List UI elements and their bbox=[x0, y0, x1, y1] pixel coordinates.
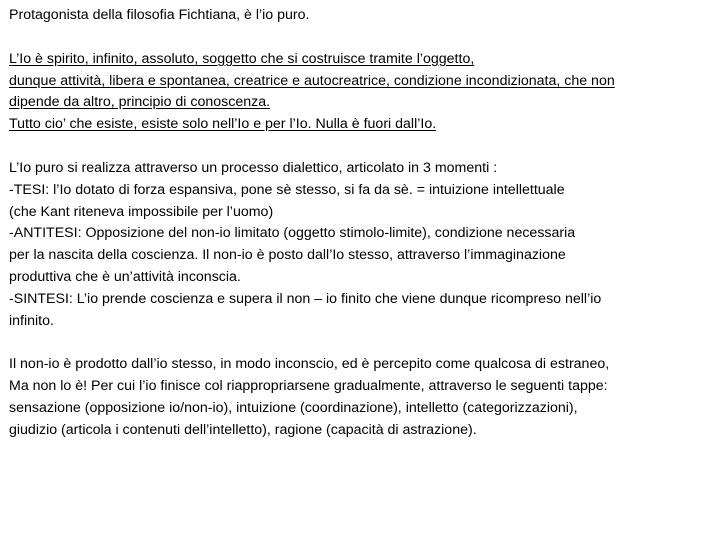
dialectic-paragraph bbox=[9, 158, 717, 332]
document-title: Protagonista della filosofia Fichtiana, è l’io puro. bbox=[9, 7, 310, 23]
conclusion-line: giudizio (articola i contenuti dell’intelletto), ragione (capacità di astrazione). bbox=[9, 421, 477, 438]
definition-line: dunque attività, libera e spontanea, creatrice e autocreatrice, condizione incondizionata, che non bbox=[9, 72, 615, 89]
definition-paragraph bbox=[9, 49, 717, 136]
definition-line: dipende da altro, principio di conoscenza. bbox=[9, 94, 271, 111]
conclusion-paragraph bbox=[9, 354, 717, 441]
dialectic-line: (che Kant riteneva impossibile per l’uomo) bbox=[9, 203, 274, 220]
conclusion-line: sensazione (opposizione io/non-io), intuizione (coordinazione), intelletto (categorizzazioni), bbox=[9, 399, 578, 416]
spacer bbox=[9, 136, 717, 158]
spacer bbox=[9, 27, 717, 49]
conclusion-line: Il non-io è prodotto dall’io stesso, in modo inconscio, ed è percepito come qualcosa di estraneo, bbox=[9, 356, 610, 373]
dialectic-line: per la nascita della coscienza. Il non-io è posto dall’Io stesso, attraverso l’immaginazione bbox=[9, 247, 566, 264]
dialectic-line: -ANTITESI: Opposizione del non-io limitato (oggetto stimolo-limite), condizione necessaria bbox=[9, 225, 576, 242]
document-page bbox=[9, 5, 717, 442]
dialectic-line: produttiva che è un’attività inconscia. bbox=[9, 268, 241, 285]
spacer bbox=[9, 332, 717, 354]
dialectic-line: -SINTESI: L’io prende coscienza e supera il non – io finito che viene dunque ricompreso nell’io bbox=[9, 290, 602, 307]
conclusion-line: Ma non lo è! Per cui l’io finisce col riappropriarsene gradualmente, attraverso le seguenti tappe: bbox=[9, 378, 608, 395]
dialectic-line: -TESI: l’Io dotato di forza espansiva, pone sè stesso, si fa da sè. = intuizione intellettuale bbox=[9, 181, 565, 198]
dialectic-line: L’Io puro si realizza attraverso un processo dialettico, articolato in 3 momenti : bbox=[9, 159, 498, 176]
definition-line: Tutto cio’ che esiste, esiste solo nell’Io e per l’Io. Nulla è fuori dall’Io. bbox=[9, 116, 437, 133]
dialectic-line: infinito. bbox=[9, 312, 54, 329]
definition-line: L’Io è spirito, infinito, assoluto, soggetto che si costruisce tramite l’oggetto, bbox=[9, 50, 475, 67]
